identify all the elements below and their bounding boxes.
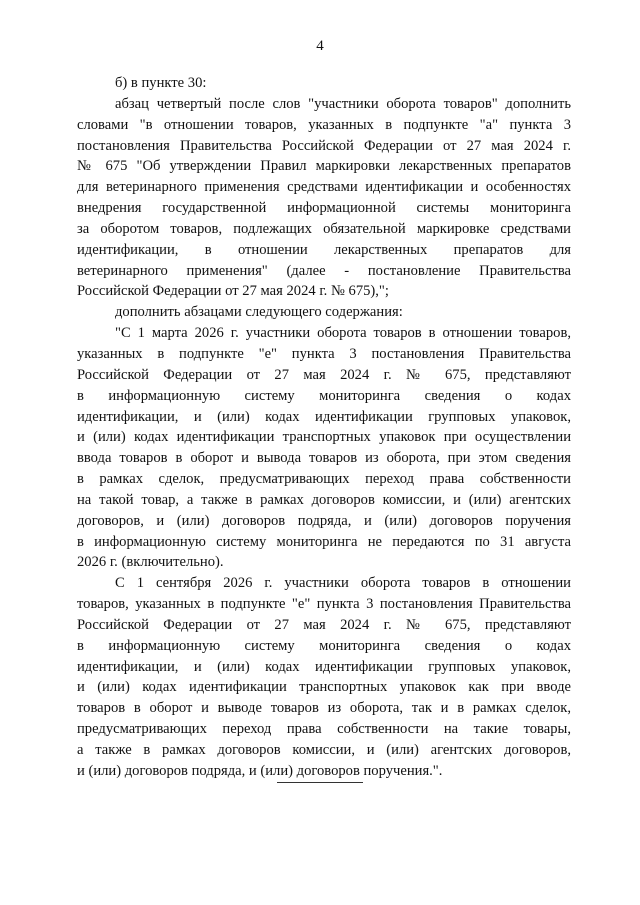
text-line: б) в пункте 30: (115, 75, 207, 91)
text-line: идентификации, и (или) кодах идентификации групповых упаковок, (77, 658, 571, 675)
text-line: товаров в оборот и выводе товаров из оборота, так и в рамках сделок, (77, 700, 571, 717)
text-line: в информационную систему мониторинга не передаются по 31 августа (77, 533, 571, 550)
text-line: дополнить абзацами следующего содержания: (115, 304, 403, 321)
text-line: для ветеринарного применения средствами идентификации и особенностях (77, 179, 571, 196)
text-line: в информационную систему мониторинга сведения о кодах (77, 387, 571, 404)
text-line: и (или) договоров подряда, и (или) договоров поручения.". (77, 762, 443, 779)
end-rule (277, 782, 363, 783)
text-line: идентификации, и (или) кодах идентификации групповых упаковок, (77, 408, 571, 425)
text-line: ветеринарного применения" (далее - постановление Правительства (77, 262, 571, 279)
text-line: постановления Правительства Российской Федерации от 27 мая 2024 г. (77, 137, 571, 154)
text-line: Российской Федерации от 27 мая 2024 г. № 675, представляют (77, 366, 571, 383)
page-number: 4 (316, 38, 324, 54)
text-line: ввода товаров в оборот и вывода товаров из оборота, при этом сведения (77, 450, 571, 467)
text-line: Российской Федерации от 27 мая 2024 г. № 675, представляют (77, 616, 571, 633)
text-line: в рамках сделок, предусматривающих переход права собственности (77, 471, 571, 488)
text-line: договоров, и (или) договоров подряда, и (или) договоров поручения (77, 512, 571, 529)
text-line: словами "в отношении товаров, указанных в подпункте "а" пункта 3 (77, 116, 571, 133)
text-line: 2026 г. (включительно). (77, 554, 224, 571)
text-line: а также в рамках договоров комиссии, и (или) агентских договоров, (77, 742, 571, 758)
text-line: С 1 сентября 2026 г. участники оборота товаров в отношении (115, 575, 571, 592)
text-line: и (или) кодах идентификации транспортных упаковок как при вводе (77, 679, 571, 696)
text-line: и (или) кодах идентификации транспортных упаковок при осуществлении (77, 429, 571, 446)
text-line: за оборотом товаров, подлежащих обязательной маркировке средствами (77, 220, 571, 237)
text-line: внедрения государственной информационной системы мониторинга (77, 200, 571, 217)
text-line: предусматривающих переход права собственности на такие товары, (77, 721, 571, 738)
text-line: № 675 "Об утверждении Правил маркировки лекарственных препаратов (77, 158, 571, 175)
text-line: товаров, указанных в подпункте "е" пункта 3 постановления Правительства (77, 596, 571, 613)
text-line: "С 1 марта 2026 г. участники оборота товаров в отношении товаров, (115, 325, 571, 342)
text-line: на такой товар, а также в рамках договоров комиссии, и (или) агентских (77, 491, 571, 508)
text-line: идентификации, в отношении лекарственных препаратов для (77, 241, 571, 258)
text-line: в информационную систему мониторинга сведения о кодах (77, 637, 571, 654)
text-line: Российской Федерации от 27 мая 2024 г. № 675),"; (77, 283, 389, 300)
text-line: указанных в подпункте "е" пункта 3 постановления Правительства (77, 345, 571, 362)
document-body (77, 73, 571, 782)
text-line: абзац четвертый после слов "участники оборота товаров" дополнить (115, 95, 571, 112)
